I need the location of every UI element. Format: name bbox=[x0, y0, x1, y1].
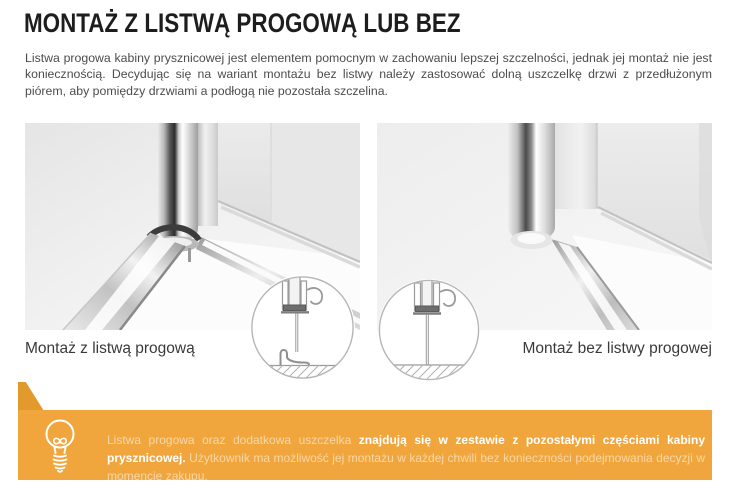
banner-fold-decoration bbox=[18, 382, 44, 411]
threshold-profile-cross-section-icon bbox=[250, 275, 355, 380]
no-threshold-detail-diagram bbox=[378, 279, 480, 381]
note-text bbox=[107, 431, 705, 485]
lightbulb-icon bbox=[40, 417, 80, 475]
note-bold: znajdują się w zestawie z pozostałymi częściami kabiny prysznicowej. bbox=[107, 433, 705, 465]
note-banner bbox=[18, 410, 712, 483]
page-title: MONTAŻ Z LISTWĄ PROGOWĄ LUB BEZ bbox=[24, 8, 461, 38]
note-rest: Użytkownik ma możliwość jej montażu w każdej chwili bez konieczności podejmowania decyzji w momencie zakupu. bbox=[107, 451, 705, 483]
no-threshold-profile-cross-section-icon bbox=[378, 279, 480, 381]
caption-with-threshold: Montaż z listwą progową bbox=[25, 340, 195, 357]
note-lead: Listwa progowa oraz dodatkowa uszczelka bbox=[107, 433, 359, 447]
threshold-detail-diagram bbox=[250, 275, 355, 380]
intro-paragraph: Listwa progowa kabiny prysznicowej jest elementem pomocnym w zachowaniu lepszej szczelności, jednak jej montaż nie jest koniecznością. Decydując się na wariant montażu bez listwy należy zastosować dolną uszczelkę drzwi z przedłużonym piórem, aby pomiędzy drzwiami a podłogą nie pozostała szczelina. bbox=[25, 51, 712, 98]
caption-without-threshold: Montaż bez listwy progowej bbox=[522, 340, 712, 357]
